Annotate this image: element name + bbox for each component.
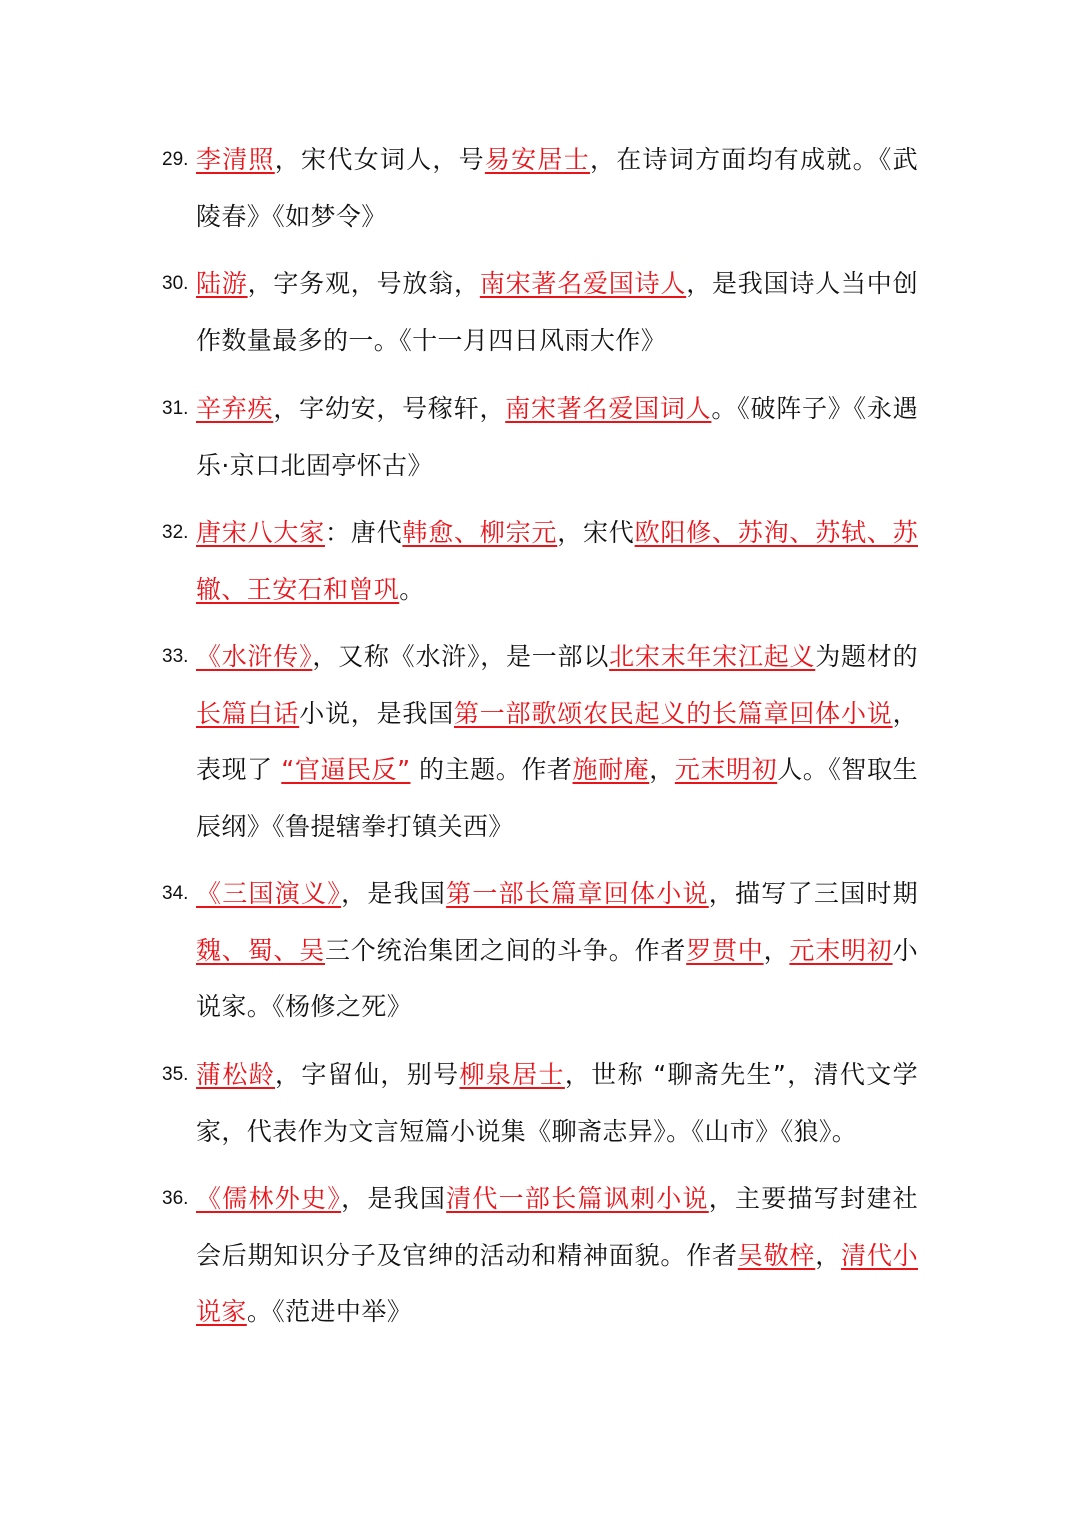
entry-36	[162, 1171, 918, 1341]
highlight-term: 欧阳修、苏洵、苏轼、苏辙、王安石和曾巩	[196, 518, 918, 604]
plain-text: ，	[815, 1240, 842, 1270]
highlight-term: 长篇白话	[196, 698, 300, 728]
entry-33	[162, 629, 918, 855]
highlight-term: 韩愈、柳宗元	[402, 518, 558, 547]
plain-text: 人。《智取生辰纲》《鲁提辖拳打镇关西》	[196, 755, 918, 841]
entry-number: 31.	[162, 398, 189, 419]
entry-35	[162, 1047, 918, 1160]
highlight-term: 清代小说家	[196, 1240, 919, 1326]
entry-text	[196, 866, 918, 1036]
highlight-term: 魏、蜀、吴	[196, 935, 325, 965]
entry-text	[196, 132, 918, 245]
plain-text: ，宋代女词人，号	[274, 145, 485, 174]
entry-number: 35.	[162, 1064, 189, 1085]
highlight-term: 辛弃疾	[196, 394, 274, 423]
highlight-term: 李清照	[196, 145, 275, 174]
highlight-term: 南宋著名爱国诗人	[479, 269, 687, 298]
entry-text	[196, 505, 918, 618]
entry-29	[162, 132, 918, 245]
plain-text: ，是我国诗人当中创作数量最多的一。《十一月四日风雨大作》	[196, 269, 918, 355]
highlight-term: 易安居士	[484, 145, 590, 174]
plain-text: ，	[649, 755, 675, 784]
plain-text: ，描写了三国时期	[708, 879, 918, 908]
entry-number: 33.	[162, 646, 189, 667]
highlight-term: 《水浒传》	[196, 642, 313, 671]
plain-text: 小说，是我国	[299, 698, 454, 728]
plain-text: 的主题。作者	[410, 755, 573, 784]
plain-text: ，字务观，号放翁，	[247, 269, 480, 298]
plain-text: ：唐代	[325, 518, 403, 547]
plain-text: 。《破阵子》《永遇乐·京口北固亭怀古》	[196, 394, 918, 480]
entry-32	[162, 505, 918, 618]
highlight-term: 《三国演义》	[196, 879, 342, 908]
entry-text	[196, 256, 918, 369]
highlight-term: 北宋末年宋江起义	[609, 642, 816, 671]
highlight-term: 第一部歌颂农民起义的长篇章回体小说	[454, 698, 893, 728]
plain-text: ，世称 “聊斋先生”，清代文学家，代表作为文言短篇小说集《聊斋志异》。《山市》《狼》。	[196, 1060, 918, 1146]
plain-text: ，表现了	[196, 698, 918, 784]
plain-text: ，是我国	[341, 1184, 447, 1213]
entry-text	[196, 1171, 918, 1341]
entry-30	[162, 256, 918, 369]
highlight-term: 施耐庵	[572, 755, 650, 784]
plain-text: 三个统治集团之间的斗争。作者	[325, 935, 687, 965]
entry-text	[196, 1047, 918, 1160]
highlight-term: 唐宋八大家	[196, 518, 325, 547]
plain-text: ，在诗词方面均有成就。《武陵春》《如梦令》	[196, 145, 919, 231]
entry-number: 30.	[162, 273, 189, 294]
highlight-term: 陆游	[196, 269, 248, 298]
entry-text	[196, 629, 918, 855]
highlight-term: 吴敬梓	[737, 1240, 816, 1270]
plain-text: ，主要描写封建社会后期知识分子及官绅的活动和精神面貌。作者	[196, 1184, 918, 1270]
plain-text: ，是我国	[341, 879, 447, 908]
highlight-term: 清代一部长篇讽刺小说	[446, 1184, 709, 1213]
entry-31	[162, 381, 918, 494]
highlight-term: 第一部长篇章回体小说	[446, 879, 709, 908]
plain-text: 。	[399, 574, 425, 604]
entry-number: 32.	[162, 522, 189, 543]
plain-text: 小说家。《杨修之死》	[196, 935, 919, 1021]
highlight-term: 元末明初	[674, 755, 778, 784]
plain-text: 。《范进中举》	[246, 1297, 413, 1326]
highlight-term: 《儒林外史》	[196, 1184, 342, 1213]
entry-number: 34.	[162, 883, 189, 904]
plain-text: ，字留仙，别号	[275, 1060, 460, 1089]
highlight-term: 柳泉居士	[459, 1060, 565, 1089]
highlight-term: 蒲松龄	[196, 1060, 276, 1089]
entry-text	[196, 381, 918, 494]
entry-number: 36.	[162, 1188, 189, 1209]
entry-number: 29.	[162, 149, 189, 170]
plain-text: ，	[763, 935, 790, 965]
highlight-term: “官逼民反”	[281, 755, 411, 784]
entry-34	[162, 866, 918, 1036]
highlight-term: 元末明初	[789, 935, 893, 965]
plain-text: ，字幼安，号稼轩，	[273, 394, 506, 423]
highlight-term: 罗贯中	[686, 935, 764, 965]
plain-text: ，宋代	[557, 518, 635, 547]
highlight-term: 南宋著名爱国词人	[505, 394, 712, 423]
plain-text: ，又称《水浒》，是一部以	[312, 642, 610, 671]
plain-text: 为题材的	[815, 642, 918, 671]
